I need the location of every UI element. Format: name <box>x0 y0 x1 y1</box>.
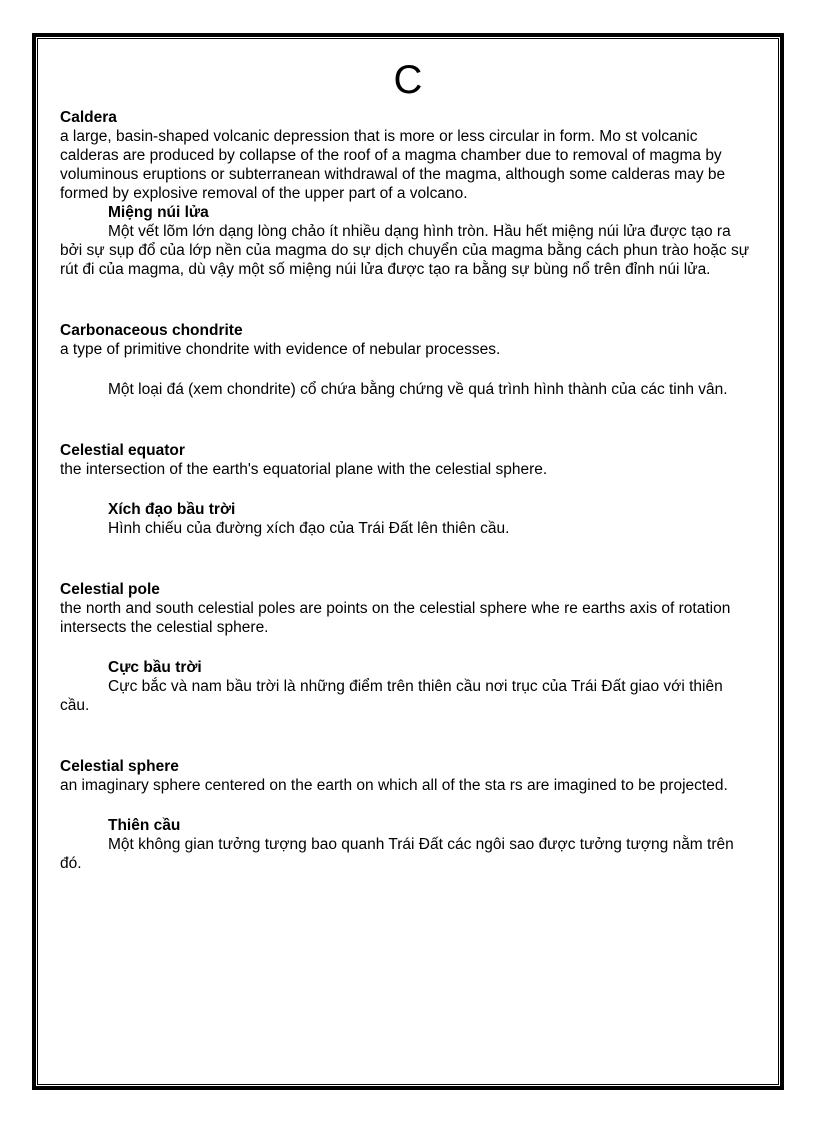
entry-definition-vi: Một không gian tưởng tượng bao quanh Trái Đất các ngôi sao được tưởng tượng nằm trên đó. <box>60 836 734 872</box>
glossary-entry-caldera <box>60 108 750 279</box>
section-letter: C <box>393 58 423 102</box>
entry-definition-vi: Một vết lõm lớn dạng lòng chảo ít nhiều dạng hình tròn. Hầu hết miệng núi lửa được tạo ra bởi sự sụp đổ của lớp nền của magma do sự dịch chuyển của magma bằng cách phun trào hoặc sự rút đi của magma, dù vậy một số miệng núi lửa được tạo ra bằng sự bùng nổ trên đỉnh núi lửa. <box>60 223 750 278</box>
glossary-content <box>60 108 750 873</box>
glossary-entry-carbonaceous-chondrite <box>60 321 750 399</box>
entry-term: Caldera <box>60 109 117 126</box>
glossary-entry-celestial-equator <box>60 441 750 538</box>
entry-definition-vi: Hình chiếu của đường xích đạo của Trái Đất lên thiên cầu. <box>108 520 510 537</box>
entry-definition-en: a type of primitive chondrite with evidence of nebular processes. <box>60 341 501 358</box>
entry-term-vi: Xích đạo bầu trời <box>108 501 236 518</box>
entry-translation <box>60 203 750 279</box>
glossary-entry-celestial-sphere <box>60 757 750 873</box>
entry-translation <box>60 380 750 399</box>
entry-term: Celestial pole <box>60 581 160 598</box>
entry-translation <box>60 816 750 873</box>
entry-translation <box>60 658 750 715</box>
entry-definition-en: a large, basin-shaped volcanic depression that is more or less circular in form. Mo st volcanic calderas are produced by collapse of the roof of a magma chamber due to removal of magma by voluminous eruptions or subterranean withdrawal of the magma, although some calderas may be formed by explosive removal of the upper part of a volcano. <box>60 128 726 202</box>
entry-definition-en: the intersection of the earth's equatorial plane with the celestial sphere. <box>60 461 548 478</box>
entry-term-vi: Miệng núi lửa <box>108 204 209 221</box>
entry-term-vi: Cực bầu trời <box>108 659 202 676</box>
entry-definition-vi: Cực bắc và nam bầu trời là những điểm trên thiên cầu nơi trục của Trái Đất giao với thiên cầu. <box>60 678 723 714</box>
entry-term-vi: Thiên cầu <box>108 817 181 834</box>
glossary-entry-celestial-pole <box>60 580 750 715</box>
entry-term: Celestial equator <box>60 442 185 459</box>
entry-definition-vi: Một loại đá (xem chondrite) cổ chứa bằng chứng về quá trình hình thành của các tinh vân. <box>108 381 728 398</box>
entry-definition-en: an imaginary sphere centered on the earth on which all of the sta rs are imagined to be projected. <box>60 777 728 794</box>
entry-term: Carbonaceous chondrite <box>60 322 243 339</box>
entry-definition-en: the north and south celestial poles are points on the celestial sphere whe re earths axis of rotation intersects the celestial sphere. <box>60 600 731 636</box>
entry-translation <box>60 500 750 538</box>
entry-term: Celestial sphere <box>60 758 179 775</box>
